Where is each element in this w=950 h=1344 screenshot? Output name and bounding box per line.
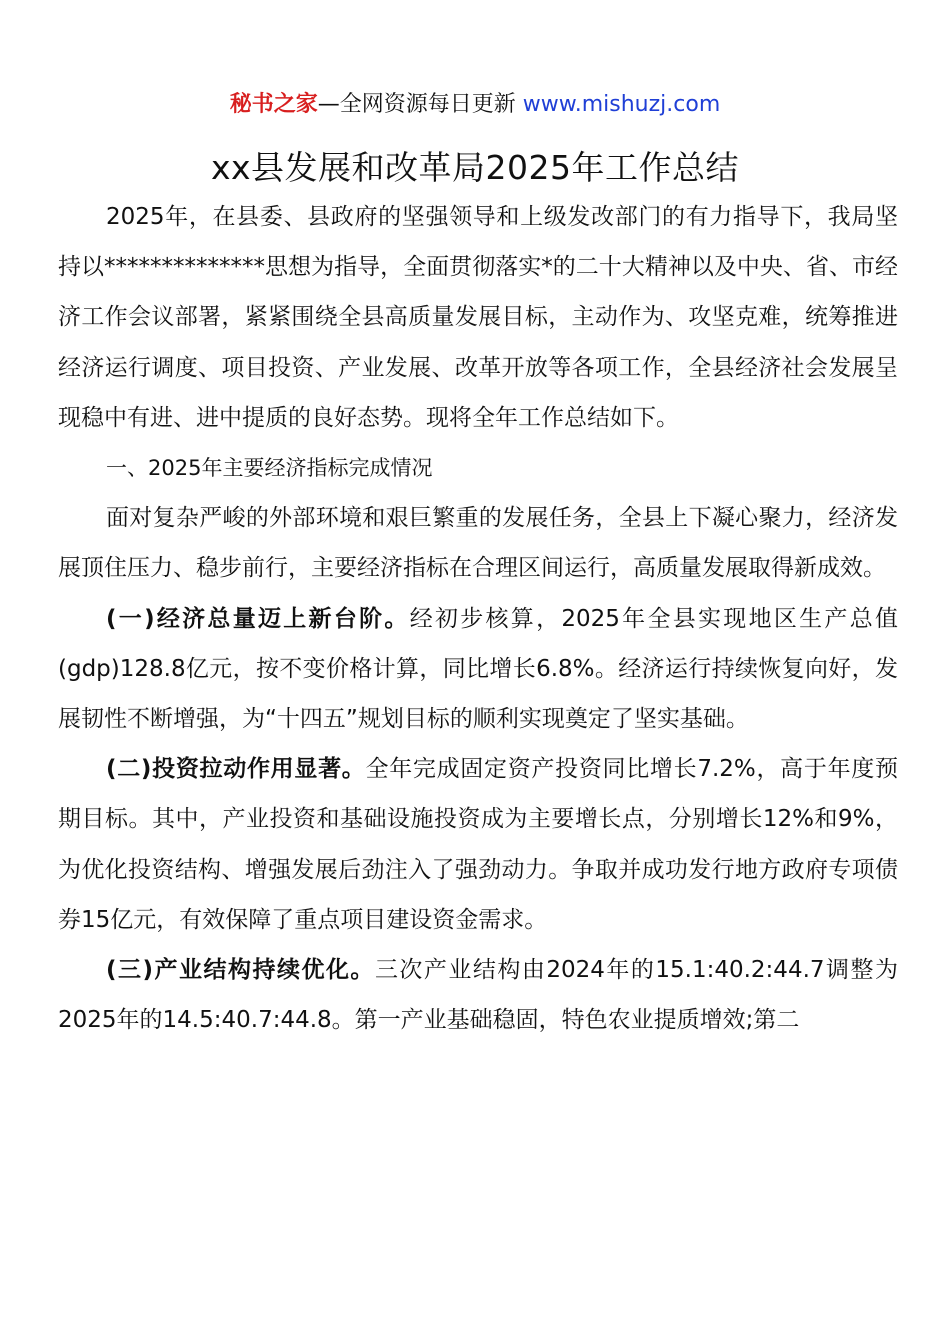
item-lead-2: (二)投资拉动作用显著。 — [106, 756, 366, 783]
item-paragraph-2 — [58, 744, 898, 945]
item-text-2: 全年完成固定资产投资同比增长7.2%，高于年度预期目标。其中，产业投资和基础设施投资成为主要增长点，分别增长12%和9%，为优化投资结构、增强发展后劲注入了强劲动力。争取并成功发行地方政府专项债券15亿元，有效保障了重点项目建设资金需求。 — [58, 756, 898, 933]
item-text-1: 经初步核算，2025年全县实现地区生产总值(gdp)128.8亿元，按不变价格计算，同比增长6.8%。经济运行持续恢复向好，发展韧性不断增强，为“十四五”规划目标的顺利实现奠定了坚实基础。 — [58, 605, 898, 733]
intro-paragraph: 2025年，在县委、县政府的坚强领导和上级发改部门的有力指导下，我局坚持以**************思想为指导，全面贯彻落实*的二十大精神以及中央、省、市经济工作会议部署，紧紧围绕全县高质量发展目标，主动作为、攻坚克难，统筹推进经济运行调度、项目投资、产业发展、改革开放等各项工作，全县经济社会发展呈现稳中有进、进中提质的良好态势。现将全年工作总结如下。 — [58, 204, 898, 431]
item-paragraph-1 — [58, 594, 898, 745]
document-title: xx县发展和改革局2025年工作总结 — [210, 148, 740, 187]
site-url-link[interactable]: www.mishuzj.com — [522, 92, 721, 117]
brand-name: 秘书之家 — [229, 92, 318, 117]
item-text-3: 三次产业结构由2024年的15.1:40.2:44.7调整为2025年的14.5:40.7:44.8。第一产业基础稳固，特色农业提质增效;第二 — [58, 957, 898, 1034]
document-body — [58, 192, 898, 1045]
item-lead-1: (一)经济总量迈上新台阶。 — [106, 605, 410, 632]
item-paragraph-3 — [58, 945, 898, 1045]
item-lead-3: (三)产业结构持续优化。 — [106, 957, 375, 984]
section-heading: 一、2025年主要经济指标完成情况 — [106, 456, 433, 481]
site-banner — [0, 88, 950, 122]
section-intro-paragraph: 面对复杂严峻的外部环境和艰巨繁重的发展任务，全县上下凝心聚力，经济发展顶住压力、稳步前行，主要经济指标在合理区间运行，高质量发展取得新成效。 — [58, 505, 898, 582]
banner-tagline: —全网资源每日更新 — [317, 92, 523, 117]
